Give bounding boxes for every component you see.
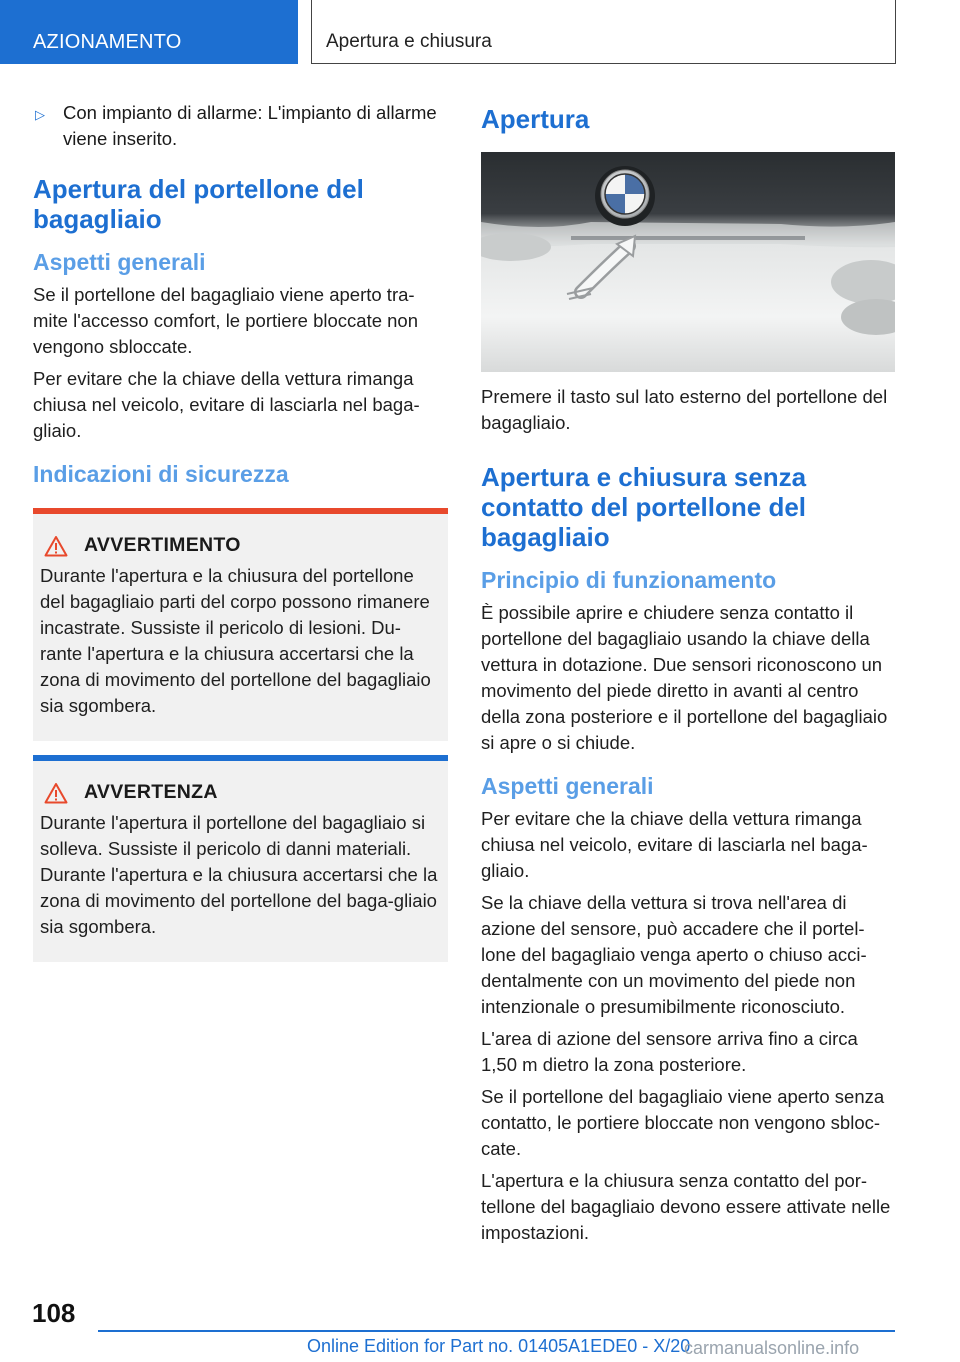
warning-title	[40, 534, 440, 557]
warning-title	[40, 781, 440, 804]
bullet-text: Con impianto di allarme: L'impianto di allarme viene inserito.	[63, 102, 437, 149]
warning-box-notice	[33, 755, 448, 962]
paragraph: L'area di azione del sensore arriva fino a circa 1,50 m dietro la zona posteriore.	[481, 1028, 858, 1075]
section-heading-opening: Apertura	[481, 104, 590, 134]
subheading-principle: Principio di funzionamento	[481, 567, 777, 593]
subheading-general: Aspetti generali	[481, 773, 654, 799]
section-heading-tailgate-opening: Apertura del portellone del bagagliaio	[33, 174, 364, 234]
subheading-safety: Indicazioni di sicurezza	[33, 461, 289, 487]
paragraph: Se la chiave della vettura si trova nell'area di azione del sensore, può accadere che il portel-lone del bagagliaio venga aperto o chiuso acci-dentalmente con un movimento del piede non intenzionale o presumibilmente riconosciuto.	[481, 892, 867, 1017]
left-column	[33, 100, 448, 962]
paragraph: Se il portellone del bagagliaio viene aperto tra-mite l'accesso comfort, le portiere bloccate non vengono sbloccate.	[33, 284, 419, 357]
warning-triangle-icon	[44, 782, 68, 804]
paragraph: Per evitare che la chiave della vettura rimanga chiusa nel veicolo, evitare di lasciarla nel baga-gliaio.	[33, 368, 420, 441]
warning-title-text: AVVERTIMENTO	[84, 534, 241, 556]
page-number: 108	[32, 1298, 76, 1328]
warning-text: Durante l'apertura il portellone del bagagliaio si solleva. Sussiste il pericolo di danni materiali. Durante l'apertura e la chiusura accertarsi che la zona di movimento del portellone del baga-gliaio sia sgombera.	[40, 812, 438, 937]
paragraph: Se il portellone del bagagliaio viene aperto senza contatto, le portiere bloccate non vengono sbloc-cate.	[481, 1086, 885, 1159]
footer-edition: Online Edition for Part no. 01405A1EDE0 - X/20	[307, 1336, 691, 1356]
warning-box-danger	[33, 508, 448, 741]
watermark-text: carmanualsonline.info	[684, 1338, 860, 1358]
list-item	[33, 100, 448, 152]
tailgate-button-photo	[481, 152, 895, 372]
image-caption: Premere il tasto sul lato esterno del portellone del bagagliaio.	[481, 386, 888, 433]
subheading-general: Aspetti generali	[33, 249, 206, 275]
paragraph: L'apertura e la chiusura senza contatto del por-tellone del bagagliaio devono essere attivate nelle impostazioni.	[481, 1170, 891, 1243]
header-chapter-title: Apertura e chiusura	[311, 0, 896, 64]
paragraph: Per evitare che la chiave della vettura rimanga chiusa nel veicolo, evitare di lasciarla nel baga-gliaio.	[481, 808, 868, 881]
warning-title-text: AVVERTENZA	[84, 781, 218, 803]
footer-divider	[98, 1330, 895, 1332]
right-column	[481, 100, 896, 1252]
warning-text: Durante l'apertura e la chiusura del portellone del bagagliaio parti del corpo possono rimanere incastrate. Sussiste il pericolo di lesioni. Du-rante l'apertura e la chiusura accertarsi che la zona di movimento del portellone del bagagliaio sia sgombera.	[40, 565, 431, 716]
warning-triangle-icon	[44, 535, 68, 557]
triangle-bullet-icon: ▷	[35, 107, 45, 122]
section-heading-contactless: Apertura e chiusura senza contatto del portellone del bagagliaio	[481, 462, 807, 552]
header-section-tab: AZIONAMENTO	[0, 0, 298, 64]
paragraph: È possibile aprire e chiudere senza contatto il portellone del bagagliaio usando la chiave della vettura in dotazione. Due sensori riconoscono un movimento del piede diretto in avanti al centro della zona posteriore e il portellone del bagagliaio si apre o si chiude.	[481, 602, 888, 753]
